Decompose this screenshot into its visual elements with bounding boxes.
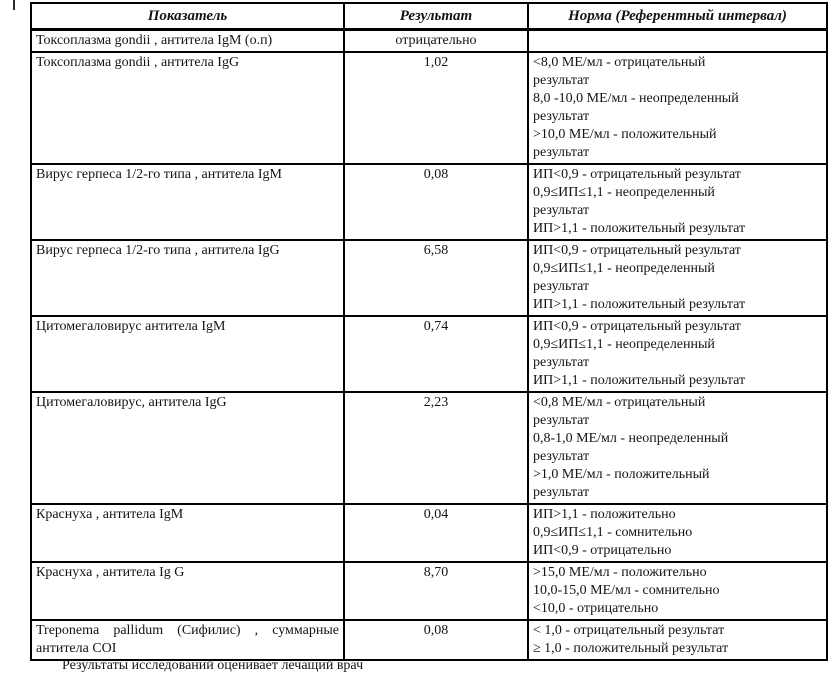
result-cell: 8,70 [344,562,528,620]
column-header-norm: Норма (Референтный интервал) [528,3,827,30]
results-table-body [31,30,827,661]
result-cell: 1,02 [344,52,528,164]
indicator-cell: Токсоплазма gondii , антитела IgG [31,52,344,164]
table-row [31,562,827,620]
norm-cell: < 1,0 - отрицательный результат ≥ 1,0 - положительный результат [528,620,827,660]
result-cell: 6,58 [344,240,528,316]
indicator-cell: Токсоплазма gondii , антитела IgM (о.п) [31,30,344,53]
result-cell: 0,74 [344,316,528,392]
indicator-cell: Цитомегаловирус антитела IgM [31,316,344,392]
indicator-cell: Treponema pallidum (Сифилис) , суммарные антитела COI [31,620,344,660]
table-row [31,620,827,660]
norm-cell: <8,0 МЕ/мл - отрицательный результат 8,0 -10,0 МЕ/мл - неопределенный результат >10,0 МЕ/мл - положительный результат [528,52,827,164]
table-row [31,52,827,164]
table-row [31,164,827,240]
table-row [31,504,827,562]
indicator-cell: Вирус герпеса 1/2-го типа , антитела IgG [31,240,344,316]
result-cell: 2,23 [344,392,528,504]
norm-cell: >15,0 МЕ/мл - положительно 10,0-15,0 МЕ/мл - сомнительно <10,0 - отрицательно [528,562,827,620]
norm-cell: ИП<0,9 - отрицательный результат 0,9≤ИП≤1,1 - неопределенный результат ИП>1,1 - положительный результат [528,240,827,316]
norm-cell: ИП>1,1 - положительно 0,9≤ИП≤1,1 - сомнительно ИП<0,9 - отрицательно [528,504,827,562]
scan-artifact-line [13,0,15,10]
result-cell: 0,08 [344,164,528,240]
indicator-cell: Цитомегаловирус, антитела IgG [31,392,344,504]
header-row [31,3,827,30]
column-header-result: Результат [344,3,528,30]
table-row [31,316,827,392]
norm-cell: ИП<0,9 - отрицательный результат 0,9≤ИП≤1,1 - неопределенный результат ИП>1,1 - положительный результат [528,164,827,240]
result-cell: отрицательно [344,30,528,53]
result-cell: 0,04 [344,504,528,562]
table-row [31,392,827,504]
footnote-text: Результаты исследований оценивает лечащий врач [62,658,364,673]
column-header-indicator: Показатель [31,3,344,30]
indicator-cell: Краснуха , антитела Ig G [31,562,344,620]
norm-cell [528,30,827,53]
results-table [30,2,828,661]
norm-cell: <0,8 МЕ/мл - отрицательный результат 0,8-1,0 МЕ/мл - неопределенный результат >1,0 МЕ/мл - положительный результат [528,392,827,504]
table-row [31,240,827,316]
indicator-cell: Краснуха , антитела IgM [31,504,344,562]
table-row [31,30,827,53]
footnote-clipped [62,656,402,673]
norm-cell: ИП<0,9 - отрицательный результат 0,9≤ИП≤1,1 - неопределенный результат ИП>1,1 - положительный результат [528,316,827,392]
result-cell: 0,08 [344,620,528,660]
indicator-cell: Вирус герпеса 1/2-го типа , антитела IgM [31,164,344,240]
